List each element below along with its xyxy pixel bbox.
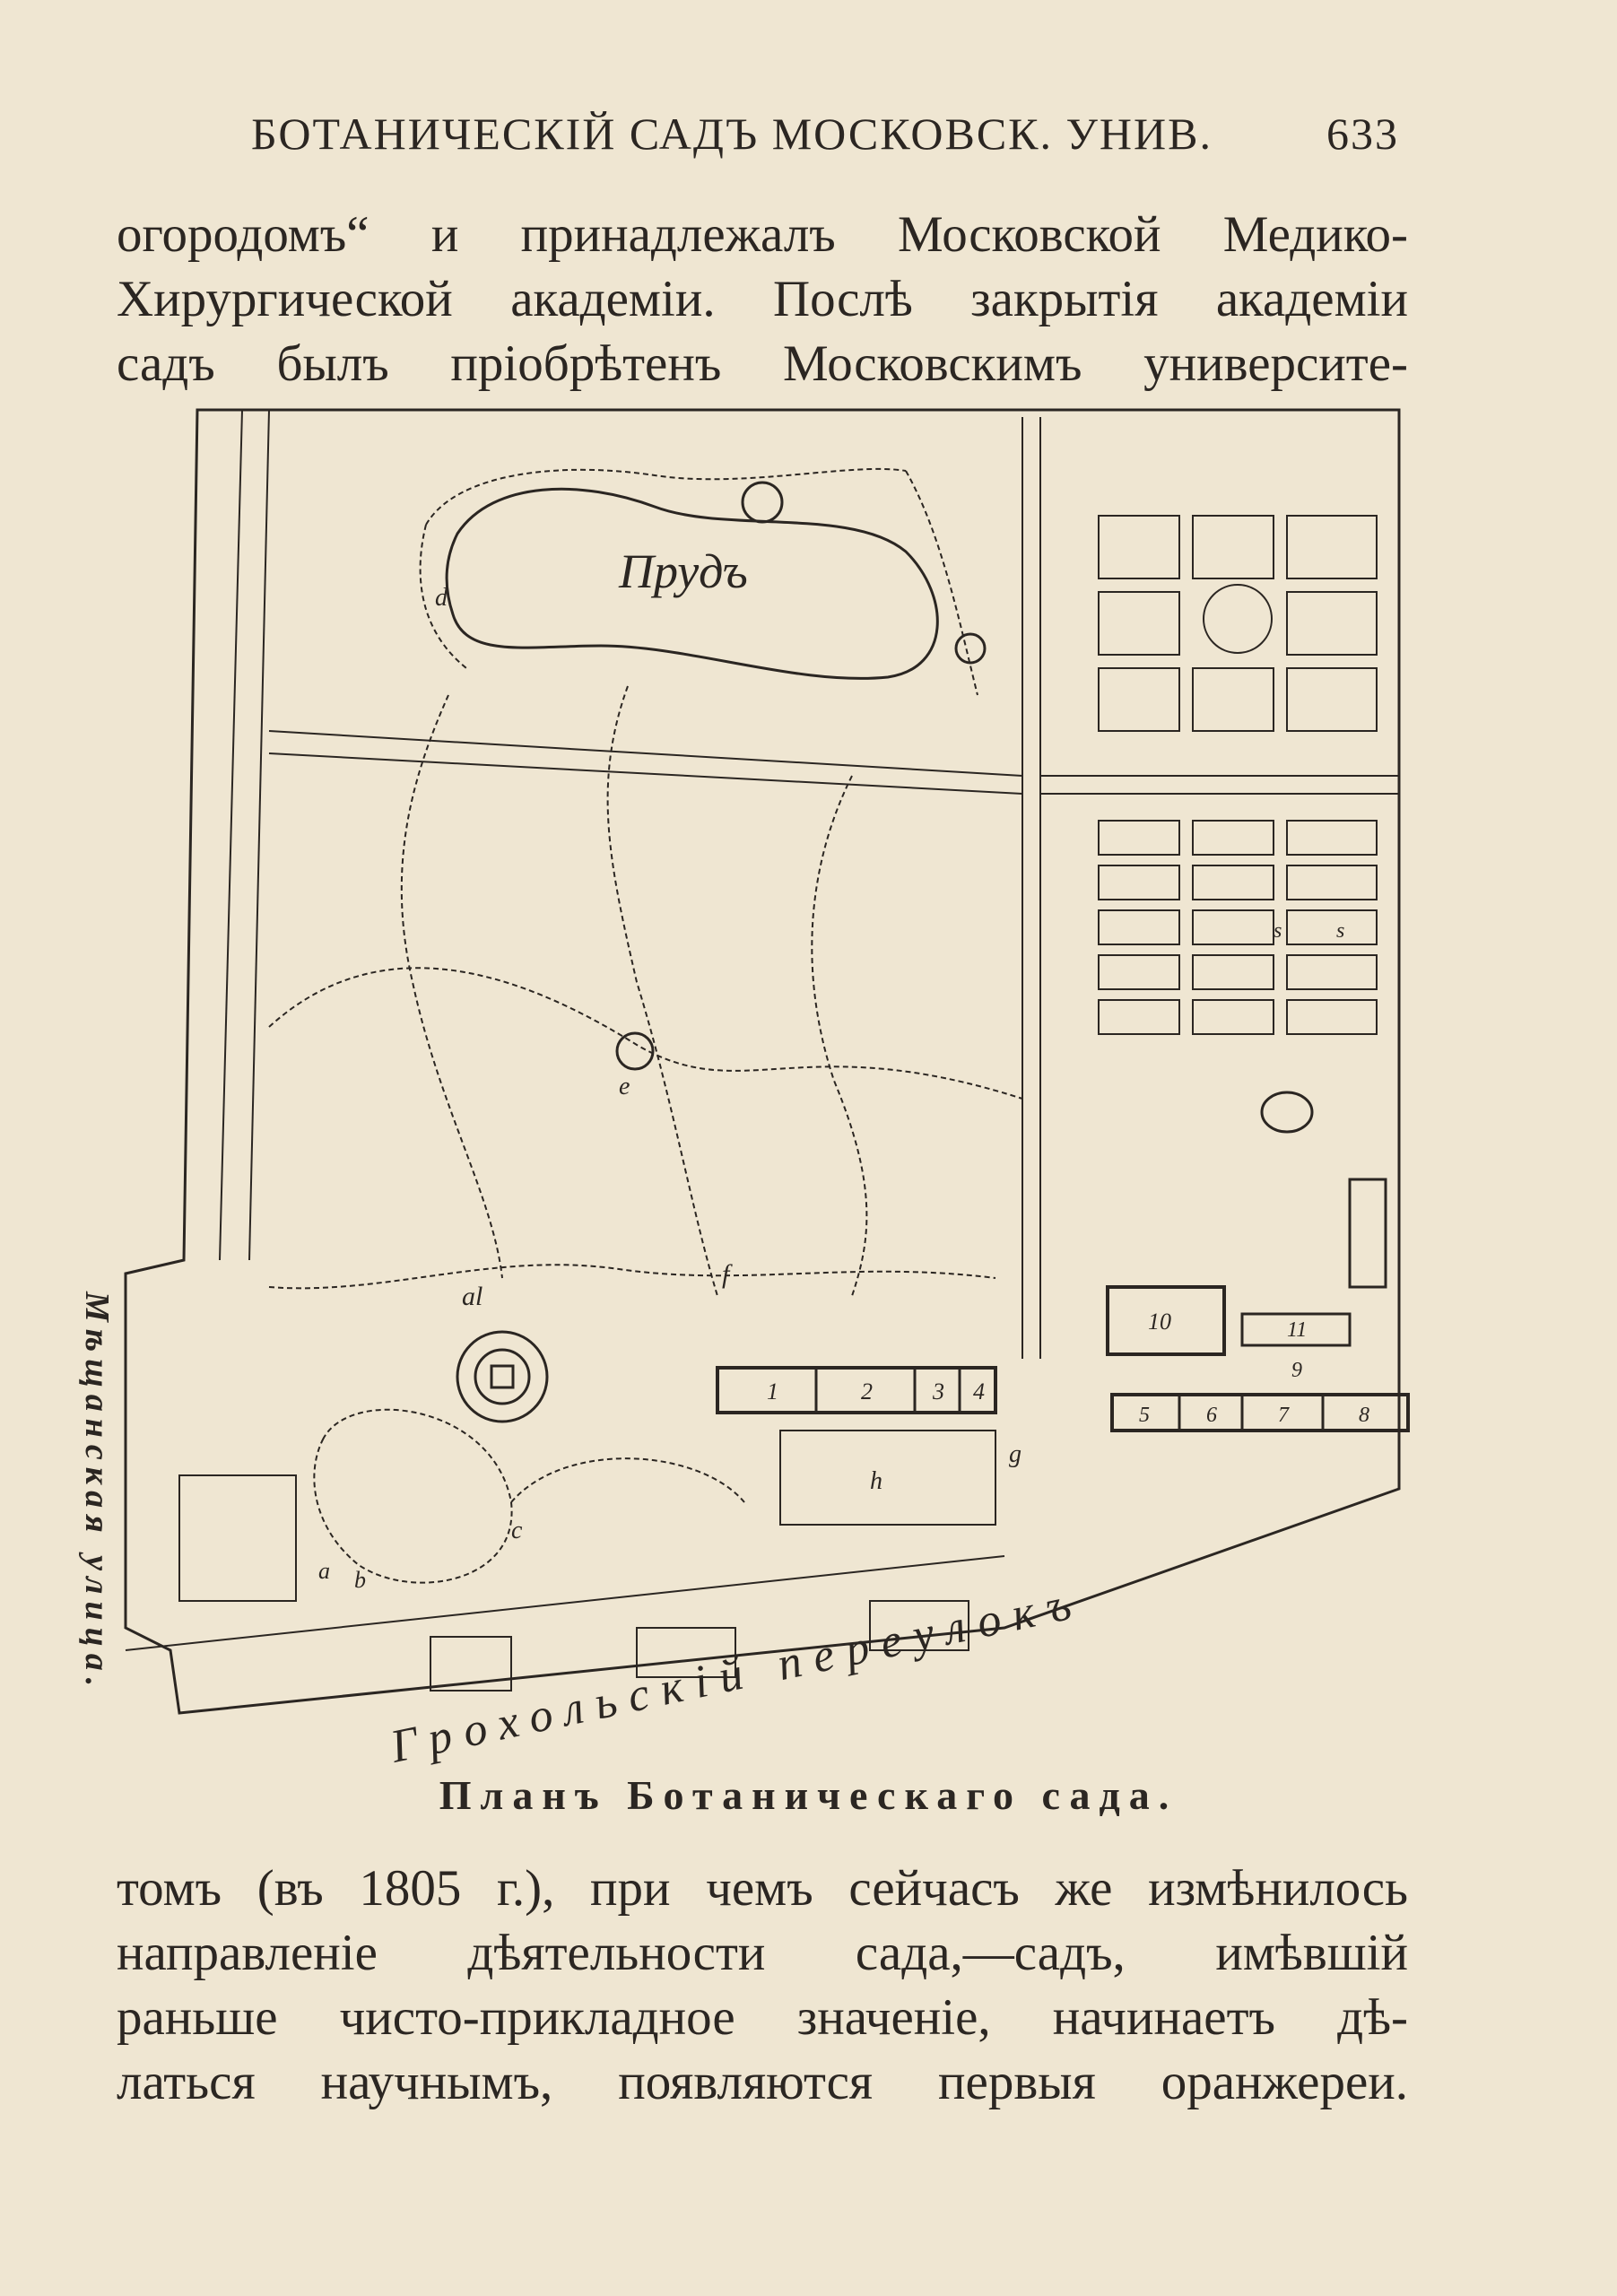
text-line: латься научнымъ, появляются первыя оранжереи. [117, 2054, 1408, 2110]
block-h [780, 1431, 995, 1525]
path-left-1 [402, 695, 502, 1278]
paragraph-top [117, 203, 1408, 396]
text-line: огородомъ“ и принадлежалъ Московской Медико- [117, 206, 1408, 263]
letter-d: d [435, 584, 448, 612]
figure-caption: Планъ Ботаническаго сада. [439, 1772, 1178, 1818]
paragraph-bottom [117, 1857, 1408, 2115]
number-8: 8 [1359, 1404, 1369, 1427]
number-6: 6 [1206, 1404, 1217, 1427]
pond-label: Прудъ [619, 544, 748, 598]
number-5: 5 [1139, 1404, 1150, 1427]
bed-grid-middle [1099, 821, 1377, 1034]
left-avenue [220, 410, 242, 1260]
letter-s-2: s [1336, 919, 1345, 943]
greenhouse-row [717, 1368, 995, 1413]
pond-roundel [743, 483, 782, 522]
text-line: раньше чисто-прикладное значенiе, начинаетъ дѣ- [117, 1989, 1408, 2046]
letter-al: al [462, 1282, 483, 1311]
junction-e [617, 1033, 653, 1069]
number-9: 9 [1291, 1359, 1302, 1382]
text-line: направленiе дѣятельности сада,—садъ, имѣвшiй [117, 1925, 1408, 1981]
garden-boundary [126, 410, 1399, 1713]
garden-plan-map [117, 399, 1417, 1798]
path-right [812, 776, 866, 1296]
letter-b: b [354, 1567, 366, 1593]
letter-h: h [870, 1467, 882, 1495]
number-3: 3 [933, 1378, 944, 1405]
letter-e: e [619, 1073, 630, 1100]
letter-s-1: s [1274, 919, 1282, 943]
text-line: Хирургической академiи. Послѣ закрытiя академiи [117, 271, 1408, 327]
running-head [251, 108, 1399, 170]
letter-a: a [318, 1558, 330, 1584]
round-feature [457, 1332, 547, 1422]
number-1: 1 [767, 1378, 778, 1405]
letter-c: c [511, 1517, 523, 1544]
number-2: 2 [861, 1378, 873, 1405]
number-7: 7 [1278, 1404, 1289, 1427]
garden-plan-figure [117, 399, 1417, 1798]
street-label-bottom: Грохольскiй переулокъ [386, 1576, 1088, 1773]
running-head-title: БОТАНИЧЕСКIЙ САДЪ МОСКОВСК. УНИВ. [251, 109, 1213, 159]
bed-grid-upper [1099, 516, 1377, 731]
page-number: 633 [1326, 109, 1399, 159]
text-line: садъ былъ прiобрѣтенъ Московскимъ университе- [117, 335, 1408, 392]
number-4: 4 [973, 1378, 985, 1405]
text-line: томъ (въ 1805 г.), при чемъ сейчасъ же измѣнилось [117, 1860, 1408, 1917]
path-center [608, 686, 717, 1296]
number-11: 11 [1287, 1318, 1308, 1342]
building-bottom-left [179, 1475, 296, 1601]
street-label-left: Мѣщанская улица. [78, 1292, 116, 1694]
building-long [1350, 1179, 1386, 1287]
letter-f: f [722, 1259, 730, 1289]
letter-g: g [1009, 1440, 1021, 1468]
number-10: 10 [1148, 1309, 1171, 1335]
